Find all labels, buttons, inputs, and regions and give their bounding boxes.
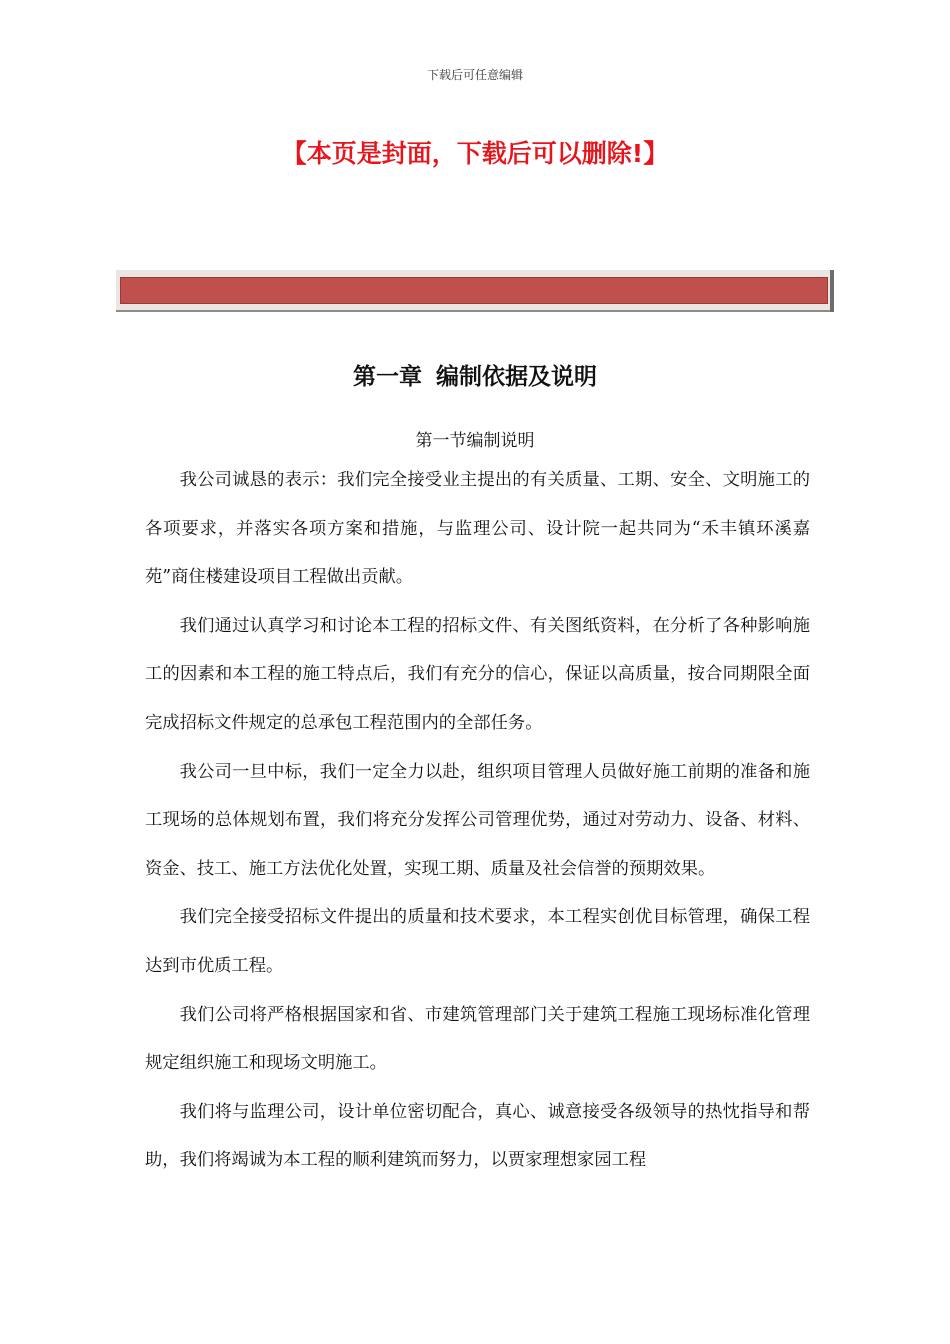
paragraph: 我们完全接受招标文件提出的质量和技术要求，本工程实创优目标管理，确保工程达到市优质工程。 (145, 907, 810, 976)
paragraph: 我公司一旦中标，我们一定全力以赴，组织项目管理人员做好施工前期的准备和施工现场的总体规划布置，我们将充分发挥公司管理优势，通过对劳动力、设备、材料、资金、技工、施工方法优化处置，实现工期、质量及社会信誉的预期效果。 (145, 761, 810, 879)
banner-shadow (830, 270, 834, 312)
paragraph: 我们公司将严格根据国家和省、市建筑管理部门关于建筑工程施工现场标准化管理规定组织施工和现场文明施工。 (145, 1004, 810, 1074)
chapter-title: 第一章 编制依据及说明 (352, 364, 597, 390)
cover-notice: 【本页是封面，下载后可以删除!】 (281, 139, 669, 168)
section-title: 第一节编制说明 (415, 431, 535, 451)
paragraph: 我公司诚恳的表示：我们完全接受业主提出的有关质量、工期、安全、文明施工的各项要求，并落实各项方案和措施，与监理公司、设计院一起共同为“禾丰镇环溪嘉苑”商住楼建设项目工程做出贡献。 (145, 470, 810, 588)
body-text (145, 456, 810, 1185)
paragraph: 我们通过认真学习和讨论本工程的招标文件、有关图纸资料，在分析了各种影响施工的因素和本工程的施工特点后，我们有充分的信心，保证以高质量，按合同期限全面完成招标文件规定的总承包工程范围内的全部任务。 (145, 615, 810, 733)
page-header: 下载后可任意编辑 (426, 68, 523, 82)
banner-bar (120, 277, 828, 304)
paragraph: 我们将与监理公司，设计单位密切配合，真心、诚意接受各级领导的热忱指导和帮助，我们将竭诚为本工程的顺利建筑而努力，以贾家理想家园工程 (145, 1101, 810, 1171)
decorative-banner (116, 270, 834, 312)
